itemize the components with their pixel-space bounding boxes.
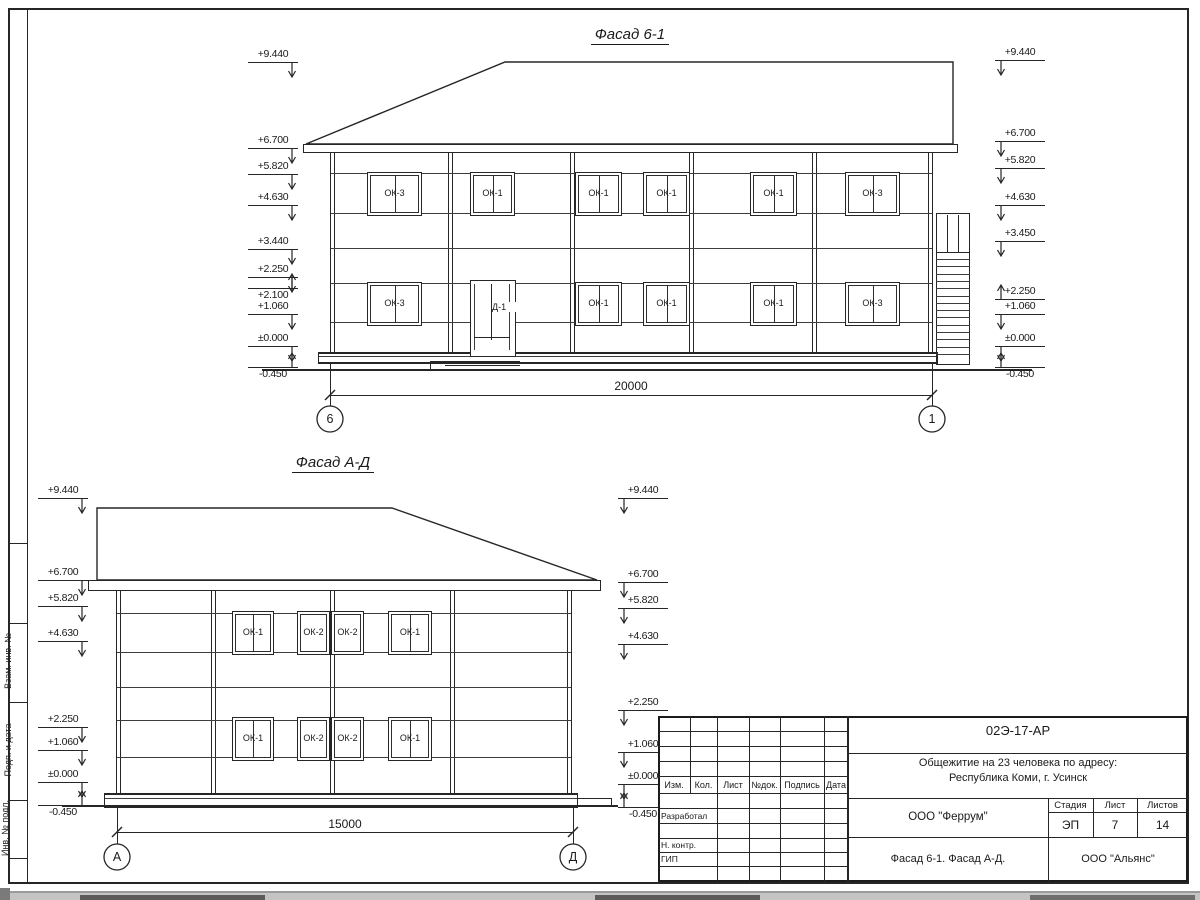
tb-drawing-title: Фасад 6-1. Фасад А-Д. (890, 853, 1006, 865)
tb-line (658, 823, 848, 824)
ladder-rung (936, 274, 970, 275)
ladder-rung (936, 310, 970, 311)
window-label: ОК-3 (384, 188, 405, 198)
level-mark: ±0.000 (627, 770, 659, 782)
ground-line (62, 805, 618, 807)
tb-col-podpis: Подпись (784, 780, 820, 790)
ladder-rung (936, 317, 970, 318)
level-mark: +9.440 (257, 48, 289, 60)
tb-sheets-value: 14 (1155, 818, 1170, 832)
extension-line (330, 362, 331, 406)
tb-designer: ООО "Феррум" (908, 811, 988, 823)
ladder-rung (936, 288, 970, 289)
window-ок-3 (367, 282, 422, 326)
pilaster (454, 590, 455, 793)
level-mark: +1.060 (47, 736, 79, 748)
facade-top-title: Фасад 6-1 (591, 26, 669, 45)
window-label: ОК-1 (588, 298, 609, 308)
window-label: ОК-2 (337, 733, 358, 743)
level-mark: +4.630 (627, 630, 659, 642)
tb-line (658, 761, 848, 762)
tb-line (658, 838, 848, 839)
base-step (578, 798, 612, 799)
window-label: ОК-1 (242, 627, 264, 637)
tb-sheet-label: Лист (1104, 800, 1126, 811)
tb-col-doc: №док. (751, 780, 778, 790)
window-ок-1 (575, 172, 622, 216)
eaves (303, 144, 958, 145)
tb-line (1048, 812, 1188, 813)
level-mark: +4.630 (1004, 191, 1036, 203)
level-arrow-up (618, 792, 630, 807)
pilaster (120, 590, 121, 793)
eaves (88, 580, 89, 591)
pilaster (567, 590, 568, 793)
eaves (600, 580, 601, 591)
dim-15000: 15000 (328, 817, 362, 831)
ladder-rung (936, 281, 970, 282)
scan-smudge (1030, 895, 1195, 900)
door-rail (474, 337, 510, 338)
tb-project-line2: Республика Коми, г. Усинск (948, 772, 1088, 784)
ladder-rung (936, 266, 970, 267)
window-ок-1 (750, 282, 797, 326)
level-arrow-up (286, 352, 298, 367)
ladder-rung (936, 354, 970, 355)
level-mark: +6.700 (627, 568, 659, 580)
tb-company2: ООО "Альянс" (1081, 853, 1155, 865)
ladder-rung (936, 339, 970, 340)
frame-bottom (8, 882, 1189, 884)
plinth (318, 356, 938, 357)
door-frame (474, 284, 475, 350)
level-mark: +5.820 (257, 160, 289, 172)
level-arrow-down (286, 175, 298, 190)
door-steps (430, 361, 520, 362)
level-mark: -0.450 (259, 368, 287, 380)
extension-line (117, 808, 118, 844)
tb-line (658, 776, 848, 777)
level-mark: -0.450 (1006, 368, 1034, 380)
window-label: ОК-3 (862, 298, 883, 308)
level-mark: ±0.000 (257, 332, 289, 344)
window-label: ОК-1 (656, 298, 677, 308)
level-mark: +5.820 (627, 594, 659, 606)
roof-facade-a-d (97, 508, 597, 580)
level-mark: -0.450 (49, 806, 77, 818)
plinth (318, 352, 938, 354)
level-mark: +1.060 (627, 738, 659, 750)
window-label: ОК-1 (763, 188, 784, 198)
pilaster (215, 590, 216, 793)
level-mark: +2.250 (257, 263, 289, 275)
window-ок-1 (232, 717, 274, 761)
level-mark: +9.440 (1004, 46, 1036, 58)
facade-bottom-title-wrap (268, 454, 398, 472)
tb-role-nkontr: Н. контр. (661, 840, 697, 850)
tb-col-list: Лист (723, 780, 743, 790)
level-arrow-down (76, 751, 88, 766)
stair-tower (969, 213, 970, 365)
level-mark: +9.440 (47, 484, 79, 496)
tb-line (658, 852, 848, 853)
tb-project-line1: Общежитие на 23 человека по адресу: (918, 757, 1118, 769)
tb-stage-label: Стадия (1054, 800, 1087, 811)
level-arrow-down (995, 242, 1007, 257)
plinth (318, 352, 319, 363)
tb-sheet-value: 7 (1111, 818, 1119, 832)
window-ок-1 (388, 717, 432, 761)
level-mark: +2.250 (1004, 285, 1036, 297)
tb-line (780, 716, 781, 882)
level-mark: +1.060 (257, 300, 289, 312)
tb-role-gip: ГИП (661, 854, 678, 864)
level-arrow-down (995, 315, 1007, 330)
tb-stage-value: ЭП (1061, 818, 1080, 832)
level-arrow-down (76, 607, 88, 622)
level-mark: +2.250 (47, 713, 79, 725)
level-mark: ±0.000 (1004, 332, 1036, 344)
scan-smudge (0, 888, 10, 900)
level-arrow-down (618, 711, 630, 726)
window-label: ОК-1 (588, 188, 609, 198)
dimension-line (117, 832, 574, 833)
door-steps (445, 365, 520, 366)
tb-line (749, 716, 750, 882)
stair-tower-pane (958, 215, 959, 252)
level-arrow-up (995, 352, 1007, 367)
level-mark: +6.700 (257, 134, 289, 146)
level-arrow-up (286, 273, 298, 288)
ladder-rung (936, 332, 970, 333)
axis-label-a: А (112, 850, 122, 864)
tb-line (658, 808, 848, 809)
tb-line (658, 746, 848, 747)
window-label: ОК-2 (303, 733, 324, 743)
stair-tower (936, 213, 937, 365)
door-leaf-split (491, 284, 492, 340)
level-mark: +4.630 (257, 191, 289, 203)
tb-line (848, 837, 1188, 838)
level-mark: +9.440 (627, 484, 659, 496)
tb-line (848, 753, 1188, 754)
window-label: ОК-3 (384, 298, 405, 308)
stair-tower (936, 213, 970, 214)
window-ок-1 (388, 611, 432, 655)
window-ок-1 (575, 282, 622, 326)
tb-role-razrabotal: Разработал (661, 811, 708, 821)
wall-joint (117, 687, 571, 688)
ladder-rung (936, 259, 970, 260)
eaves (88, 580, 601, 581)
window-label: ОК-2 (303, 627, 324, 637)
margin-label-podp: Подп. и дата (3, 723, 13, 777)
level-arrow-down (286, 315, 298, 330)
level-arrow-down (618, 645, 630, 660)
window-ок-1 (750, 172, 797, 216)
tb-line (658, 793, 848, 794)
level-arrow-down (286, 63, 298, 78)
level-arrow-down (995, 169, 1007, 184)
level-arrow-down (76, 499, 88, 514)
extension-line (932, 362, 933, 406)
axis-label-6: 6 (326, 412, 334, 426)
level-arrow-down (618, 753, 630, 768)
door-frame (509, 284, 510, 350)
scan-smudge (595, 895, 760, 900)
stair-tower-pane (947, 215, 948, 252)
tb-col-data: Дата (826, 780, 846, 790)
level-arrow-down (286, 206, 298, 221)
ladder-rung (936, 296, 970, 297)
window-label: ОК-1 (242, 733, 264, 743)
window-ок-3 (367, 172, 422, 216)
axis-label-d: Д (568, 850, 578, 864)
pilaster (932, 153, 933, 352)
ladder-rung (936, 303, 970, 304)
level-mark: +2.250 (627, 696, 659, 708)
pilaster (571, 590, 572, 793)
level-mark: +5.820 (47, 592, 79, 604)
frame-margin-line (27, 8, 28, 884)
dim-20000: 20000 (614, 379, 648, 393)
window-ок-2 (331, 717, 364, 761)
frame-top (8, 8, 1189, 10)
level-arrow-down (618, 609, 630, 624)
tb-sheets-label: Листов (1147, 800, 1178, 811)
facade-bottom-title: Фасад А-Д (292, 454, 374, 473)
window-ок-2 (297, 611, 330, 655)
window-ок-1 (470, 172, 515, 216)
margin-cell-line (8, 702, 27, 703)
level-arrow-up (76, 790, 88, 805)
level-mark: +4.630 (47, 627, 79, 639)
plinth (104, 798, 578, 799)
tb-doc-number: 02Э-17-АР (985, 723, 1051, 738)
roof-facade-6-1 (306, 62, 953, 144)
ground-line (262, 369, 1032, 371)
level-arrow-down (995, 206, 1007, 221)
window-ок-2 (331, 611, 364, 655)
wall-joint (331, 248, 932, 249)
eaves (303, 144, 304, 153)
window-label: ОК-1 (656, 188, 677, 198)
stair-tower (936, 252, 970, 253)
window-ок-1 (232, 611, 274, 655)
tb-col-izm: Изм. (664, 780, 684, 790)
plinth (104, 793, 578, 795)
tb-col-kol: Кол. (694, 780, 713, 790)
level-arrow-down (995, 61, 1007, 76)
window-ок-3 (845, 172, 900, 216)
door-label: Д-1 (492, 302, 516, 312)
level-mark: +6.700 (47, 566, 79, 578)
margin-cell-line (8, 543, 27, 544)
level-mark: +6.700 (1004, 127, 1036, 139)
window-ок-2 (297, 717, 330, 761)
window-ок-1 (643, 172, 690, 216)
pilaster (211, 590, 212, 793)
window-ок-3 (845, 282, 900, 326)
level-mark: +1.060 (1004, 300, 1036, 312)
ladder-rung (936, 325, 970, 326)
window-label: ОК-1 (482, 188, 503, 198)
axis-label-1: 1 (928, 412, 936, 426)
pilaster (450, 590, 451, 793)
eaves (303, 152, 958, 153)
window-label: ОК-1 (399, 627, 421, 637)
tb-line (824, 716, 825, 882)
window-label: ОК-2 (337, 627, 358, 637)
dimension-line (330, 395, 933, 396)
level-mark: +3.450 (1004, 227, 1036, 239)
window-label: ОК-1 (399, 733, 421, 743)
eaves (957, 144, 958, 153)
tb-line (658, 866, 848, 867)
plinth (318, 362, 938, 364)
stair-tower (936, 364, 970, 365)
level-arrow-up (995, 284, 1007, 299)
eaves (88, 590, 601, 591)
extension-line (573, 808, 574, 844)
facade-top-title-wrap (565, 26, 695, 44)
level-mark: -0.450 (629, 808, 657, 820)
level-arrow-down (618, 499, 630, 514)
level-mark: ±0.000 (47, 768, 79, 780)
margin-label-vzam: Взам. инв. № (3, 633, 13, 689)
level-mark: +3.440 (257, 235, 289, 247)
scan-smudge (80, 895, 265, 900)
tb-line (658, 731, 848, 732)
window-label: ОК-1 (763, 298, 784, 308)
level-mark: +5.820 (1004, 154, 1036, 166)
window-ок-1 (643, 282, 690, 326)
window-label: ОК-3 (862, 188, 883, 198)
pilaster (116, 590, 117, 793)
ladder-rung (936, 347, 970, 348)
margin-label-inv: Инв. № подл. (0, 799, 10, 857)
level-arrow-down (76, 642, 88, 657)
level-mark: +2.100 (257, 289, 289, 301)
